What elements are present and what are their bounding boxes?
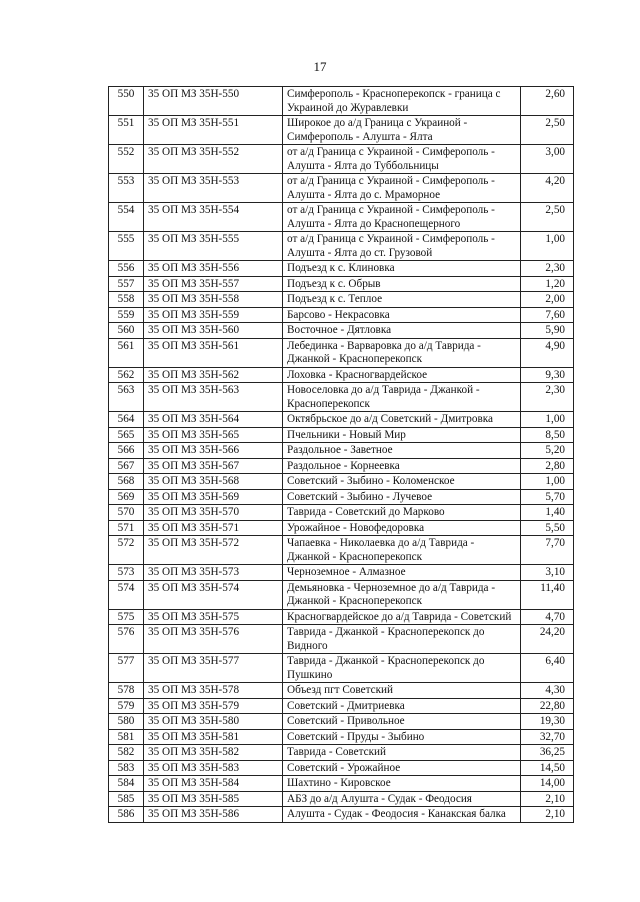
- road-length-cell: 11,40: [521, 580, 574, 609]
- road-name-cell: Объезд пгт Советский: [283, 683, 521, 699]
- row-number-cell: 577: [109, 654, 144, 683]
- road-length-cell: 14,50: [521, 760, 574, 776]
- road-length-cell: 32,70: [521, 729, 574, 745]
- road-name-cell: Новоселовка до а/д Таврида - Джанкой - Красноперекопск: [283, 383, 521, 412]
- road-length-cell: 19,30: [521, 714, 574, 730]
- road-length-cell: 4,20: [521, 174, 574, 203]
- road-name-cell: Широкое до а/д Граница с Украиной - Симферополь - Алушта - Ялта: [283, 116, 521, 145]
- road-code-cell: 35 ОП МЗ 35Н-557: [144, 276, 283, 292]
- table-row: [109, 458, 574, 474]
- table-row: [109, 625, 574, 654]
- road-length-cell: 5,20: [521, 443, 574, 459]
- row-number-cell: 565: [109, 427, 144, 443]
- road-name-cell: от а/д Граница с Украиной - Симферополь - Алушта - Ялта до Туббольницы: [283, 145, 521, 174]
- road-name-cell: Чапаевка - Николаевка до а/д Таврида - Джанкой - Красноперекопск: [283, 536, 521, 565]
- row-number-cell: 554: [109, 203, 144, 232]
- table-row: [109, 505, 574, 521]
- road-name-cell: Симферополь - Красноперекопск - граница с Украиной до Журавлевки: [283, 87, 521, 116]
- road-length-cell: 2,30: [521, 261, 574, 277]
- road-code-cell: 35 ОП МЗ 35Н-583: [144, 760, 283, 776]
- road-length-cell: 1,00: [521, 232, 574, 261]
- road-name-cell: Таврида - Советский: [283, 745, 521, 761]
- road-length-cell: 1,00: [521, 474, 574, 490]
- road-name-cell: Пчельники - Новый Мир: [283, 427, 521, 443]
- row-number-cell: 574: [109, 580, 144, 609]
- road-name-cell: Советский - Пруды - Зыбино: [283, 729, 521, 745]
- road-length-cell: 2,80: [521, 458, 574, 474]
- row-number-cell: 570: [109, 505, 144, 521]
- road-code-cell: 35 ОП МЗ 35Н-577: [144, 654, 283, 683]
- road-name-cell: Подъезд к с. Теплое: [283, 292, 521, 308]
- road-length-cell: 1,20: [521, 276, 574, 292]
- road-length-cell: 7,60: [521, 307, 574, 323]
- table-row: [109, 338, 574, 367]
- table-row: [109, 383, 574, 412]
- road-code-cell: 35 ОП МЗ 35Н-568: [144, 474, 283, 490]
- row-number-cell: 582: [109, 745, 144, 761]
- row-number-cell: 580: [109, 714, 144, 730]
- road-name-cell: от а/д Граница с Украиной - Симферополь - Алушта - Ялта до ст. Грузовой: [283, 232, 521, 261]
- road-name-cell: Подъезд к с. Обрыв: [283, 276, 521, 292]
- road-name-cell: Советский - Зыбино - Лучевое: [283, 489, 521, 505]
- road-code-cell: 35 ОП МЗ 35Н-559: [144, 307, 283, 323]
- road-code-cell: 35 ОП МЗ 35Н-578: [144, 683, 283, 699]
- road-code-cell: 35 ОП МЗ 35Н-558: [144, 292, 283, 308]
- road-code-cell: 35 ОП МЗ 35Н-572: [144, 536, 283, 565]
- table-row: [109, 565, 574, 581]
- row-number-cell: 583: [109, 760, 144, 776]
- row-number-cell: 563: [109, 383, 144, 412]
- road-length-cell: 5,70: [521, 489, 574, 505]
- row-number-cell: 579: [109, 698, 144, 714]
- table-row: [109, 87, 574, 116]
- road-code-cell: 35 ОП МЗ 35Н-566: [144, 443, 283, 459]
- road-length-cell: 22,80: [521, 698, 574, 714]
- road-name-cell: Алушта - Судак - Феодосия - Канакская балка: [283, 807, 521, 823]
- row-number-cell: 571: [109, 520, 144, 536]
- road-length-cell: 1,40: [521, 505, 574, 521]
- road-name-cell: от а/д Граница с Украиной - Симферополь - Алушта - Ялта до с. Мраморное: [283, 174, 521, 203]
- road-length-cell: 5,90: [521, 323, 574, 339]
- row-number-cell: 555: [109, 232, 144, 261]
- road-code-cell: 35 ОП МЗ 35Н-564: [144, 412, 283, 428]
- road-code-cell: 35 ОП МЗ 35Н-551: [144, 116, 283, 145]
- table-row: [109, 203, 574, 232]
- row-number-cell: 550: [109, 87, 144, 116]
- road-name-cell: Советский - Дмитриевка: [283, 698, 521, 714]
- road-length-cell: 2,50: [521, 116, 574, 145]
- road-code-cell: 35 ОП МЗ 35Н-556: [144, 261, 283, 277]
- road-length-cell: 4,90: [521, 338, 574, 367]
- road-code-cell: 35 ОП МЗ 35Н-576: [144, 625, 283, 654]
- row-number-cell: 578: [109, 683, 144, 699]
- row-number-cell: 562: [109, 367, 144, 383]
- row-number-cell: 586: [109, 807, 144, 823]
- road-code-cell: 35 ОП МЗ 35Н-550: [144, 87, 283, 116]
- road-length-cell: 2,10: [521, 807, 574, 823]
- road-length-cell: 4,70: [521, 609, 574, 625]
- row-number-cell: 559: [109, 307, 144, 323]
- row-number-cell: 561: [109, 338, 144, 367]
- road-name-cell: АБЗ до а/д Алушта - Судак - Феодосия: [283, 791, 521, 807]
- road-code-cell: 35 ОП МЗ 35Н-560: [144, 323, 283, 339]
- road-code-cell: 35 ОП МЗ 35Н-569: [144, 489, 283, 505]
- road-code-cell: 35 ОП МЗ 35Н-580: [144, 714, 283, 730]
- row-number-cell: 551: [109, 116, 144, 145]
- road-code-cell: 35 ОП МЗ 35Н-573: [144, 565, 283, 581]
- table-row: [109, 536, 574, 565]
- table-row: [109, 729, 574, 745]
- table-row: [109, 791, 574, 807]
- road-length-cell: 2,30: [521, 383, 574, 412]
- road-name-cell: Раздольное - Корнеевка: [283, 458, 521, 474]
- table-row: [109, 261, 574, 277]
- road-name-cell: от а/д Граница с Украиной - Симферополь - Алушта - Ялта до Краснопещерного: [283, 203, 521, 232]
- roads-table-body: [109, 87, 574, 823]
- table-row: [109, 145, 574, 174]
- road-length-cell: 4,30: [521, 683, 574, 699]
- table-row: [109, 412, 574, 428]
- table-row: [109, 698, 574, 714]
- row-number-cell: 564: [109, 412, 144, 428]
- table-row: [109, 609, 574, 625]
- road-name-cell: Лебединка - Варваровка до а/д Таврида - Джанкой - Красноперекопск: [283, 338, 521, 367]
- table-row: [109, 474, 574, 490]
- road-name-cell: Октябрьское до а/д Советский - Дмитровка: [283, 412, 521, 428]
- road-length-cell: 6,40: [521, 654, 574, 683]
- road-code-cell: 35 ОП МЗ 35Н-574: [144, 580, 283, 609]
- row-number-cell: 572: [109, 536, 144, 565]
- table-row: [109, 760, 574, 776]
- row-number-cell: 585: [109, 791, 144, 807]
- table-row: [109, 745, 574, 761]
- row-number-cell: 584: [109, 776, 144, 792]
- table-row: [109, 683, 574, 699]
- row-number-cell: 576: [109, 625, 144, 654]
- table-row: [109, 116, 574, 145]
- road-code-cell: 35 ОП МЗ 35Н-579: [144, 698, 283, 714]
- road-code-cell: 35 ОП МЗ 35Н-581: [144, 729, 283, 745]
- road-code-cell: 35 ОП МЗ 35Н-554: [144, 203, 283, 232]
- road-length-cell: 7,70: [521, 536, 574, 565]
- road-name-cell: Восточное - Дятловка: [283, 323, 521, 339]
- table-row: [109, 174, 574, 203]
- road-name-cell: Таврида - Джанкой - Красноперекопск до Видного: [283, 625, 521, 654]
- row-number-cell: 553: [109, 174, 144, 203]
- table-row: [109, 307, 574, 323]
- row-number-cell: 575: [109, 609, 144, 625]
- table-row: [109, 292, 574, 308]
- row-number-cell: 560: [109, 323, 144, 339]
- row-number-cell: 556: [109, 261, 144, 277]
- road-name-cell: Таврида - Советский до Марково: [283, 505, 521, 521]
- road-name-cell: Красногвардейское до а/д Таврида - Советский: [283, 609, 521, 625]
- road-code-cell: 35 ОП МЗ 35Н-584: [144, 776, 283, 792]
- road-name-cell: Барсово - Некрасовка: [283, 307, 521, 323]
- road-code-cell: 35 ОП МЗ 35Н-553: [144, 174, 283, 203]
- road-name-cell: Советский - Урожайное: [283, 760, 521, 776]
- road-length-cell: 3,10: [521, 565, 574, 581]
- road-code-cell: 35 ОП МЗ 35Н-585: [144, 791, 283, 807]
- road-code-cell: 35 ОП МЗ 35Н-563: [144, 383, 283, 412]
- road-code-cell: 35 ОП МЗ 35Н-570: [144, 505, 283, 521]
- road-length-cell: 36,25: [521, 745, 574, 761]
- road-name-cell: Советский - Зыбино - Коломенское: [283, 474, 521, 490]
- road-length-cell: 2,10: [521, 791, 574, 807]
- road-length-cell: 24,20: [521, 625, 574, 654]
- row-number-cell: 567: [109, 458, 144, 474]
- road-length-cell: 14,00: [521, 776, 574, 792]
- road-code-cell: 35 ОП МЗ 35Н-575: [144, 609, 283, 625]
- road-length-cell: 2,60: [521, 87, 574, 116]
- road-name-cell: Демьяновка - Черноземное до а/д Таврида - Джанкой - Красноперекопск: [283, 580, 521, 609]
- road-name-cell: Черноземное - Алмазное: [283, 565, 521, 581]
- table-row: [109, 714, 574, 730]
- roads-table: [108, 86, 574, 823]
- road-name-cell: Урожайное - Новофедоровка: [283, 520, 521, 536]
- road-length-cell: 1,00: [521, 412, 574, 428]
- road-name-cell: Подъезд к с. Клиновка: [283, 261, 521, 277]
- table-row: [109, 520, 574, 536]
- page-number: 17: [313, 59, 327, 74]
- row-number-cell: 568: [109, 474, 144, 490]
- road-length-cell: 8,50: [521, 427, 574, 443]
- road-code-cell: 35 ОП МЗ 35Н-552: [144, 145, 283, 174]
- road-code-cell: 35 ОП МЗ 35Н-586: [144, 807, 283, 823]
- row-number-cell: 581: [109, 729, 144, 745]
- row-number-cell: 558: [109, 292, 144, 308]
- table-row: [109, 276, 574, 292]
- table-row: [109, 654, 574, 683]
- road-length-cell: 3,00: [521, 145, 574, 174]
- road-name-cell: Шахтино - Кировское: [283, 776, 521, 792]
- row-number-cell: 573: [109, 565, 144, 581]
- table-row: [109, 489, 574, 505]
- row-number-cell: 569: [109, 489, 144, 505]
- road-length-cell: 2,00: [521, 292, 574, 308]
- table-row: [109, 323, 574, 339]
- table-row: [109, 807, 574, 823]
- road-name-cell: Советский - Привольное: [283, 714, 521, 730]
- table-row: [109, 367, 574, 383]
- table-row: [109, 776, 574, 792]
- row-number-cell: 557: [109, 276, 144, 292]
- road-name-cell: Лоховка - Красногвардейское: [283, 367, 521, 383]
- road-code-cell: 35 ОП МЗ 35Н-567: [144, 458, 283, 474]
- table-row: [109, 580, 574, 609]
- road-name-cell: Таврида - Джанкой - Красноперекопск до Пушкино: [283, 654, 521, 683]
- row-number-cell: 552: [109, 145, 144, 174]
- road-code-cell: 35 ОП МЗ 35Н-582: [144, 745, 283, 761]
- table-row: [109, 427, 574, 443]
- road-code-cell: 35 ОП МЗ 35Н-571: [144, 520, 283, 536]
- road-code-cell: 35 ОП МЗ 35Н-555: [144, 232, 283, 261]
- road-code-cell: 35 ОП МЗ 35Н-565: [144, 427, 283, 443]
- road-code-cell: 35 ОП МЗ 35Н-562: [144, 367, 283, 383]
- road-name-cell: Раздольное - Заветное: [283, 443, 521, 459]
- row-number-cell: 566: [109, 443, 144, 459]
- table-row: [109, 232, 574, 261]
- table-row: [109, 443, 574, 459]
- road-length-cell: 5,50: [521, 520, 574, 536]
- road-length-cell: 2,50: [521, 203, 574, 232]
- road-code-cell: 35 ОП МЗ 35Н-561: [144, 338, 283, 367]
- road-length-cell: 9,30: [521, 367, 574, 383]
